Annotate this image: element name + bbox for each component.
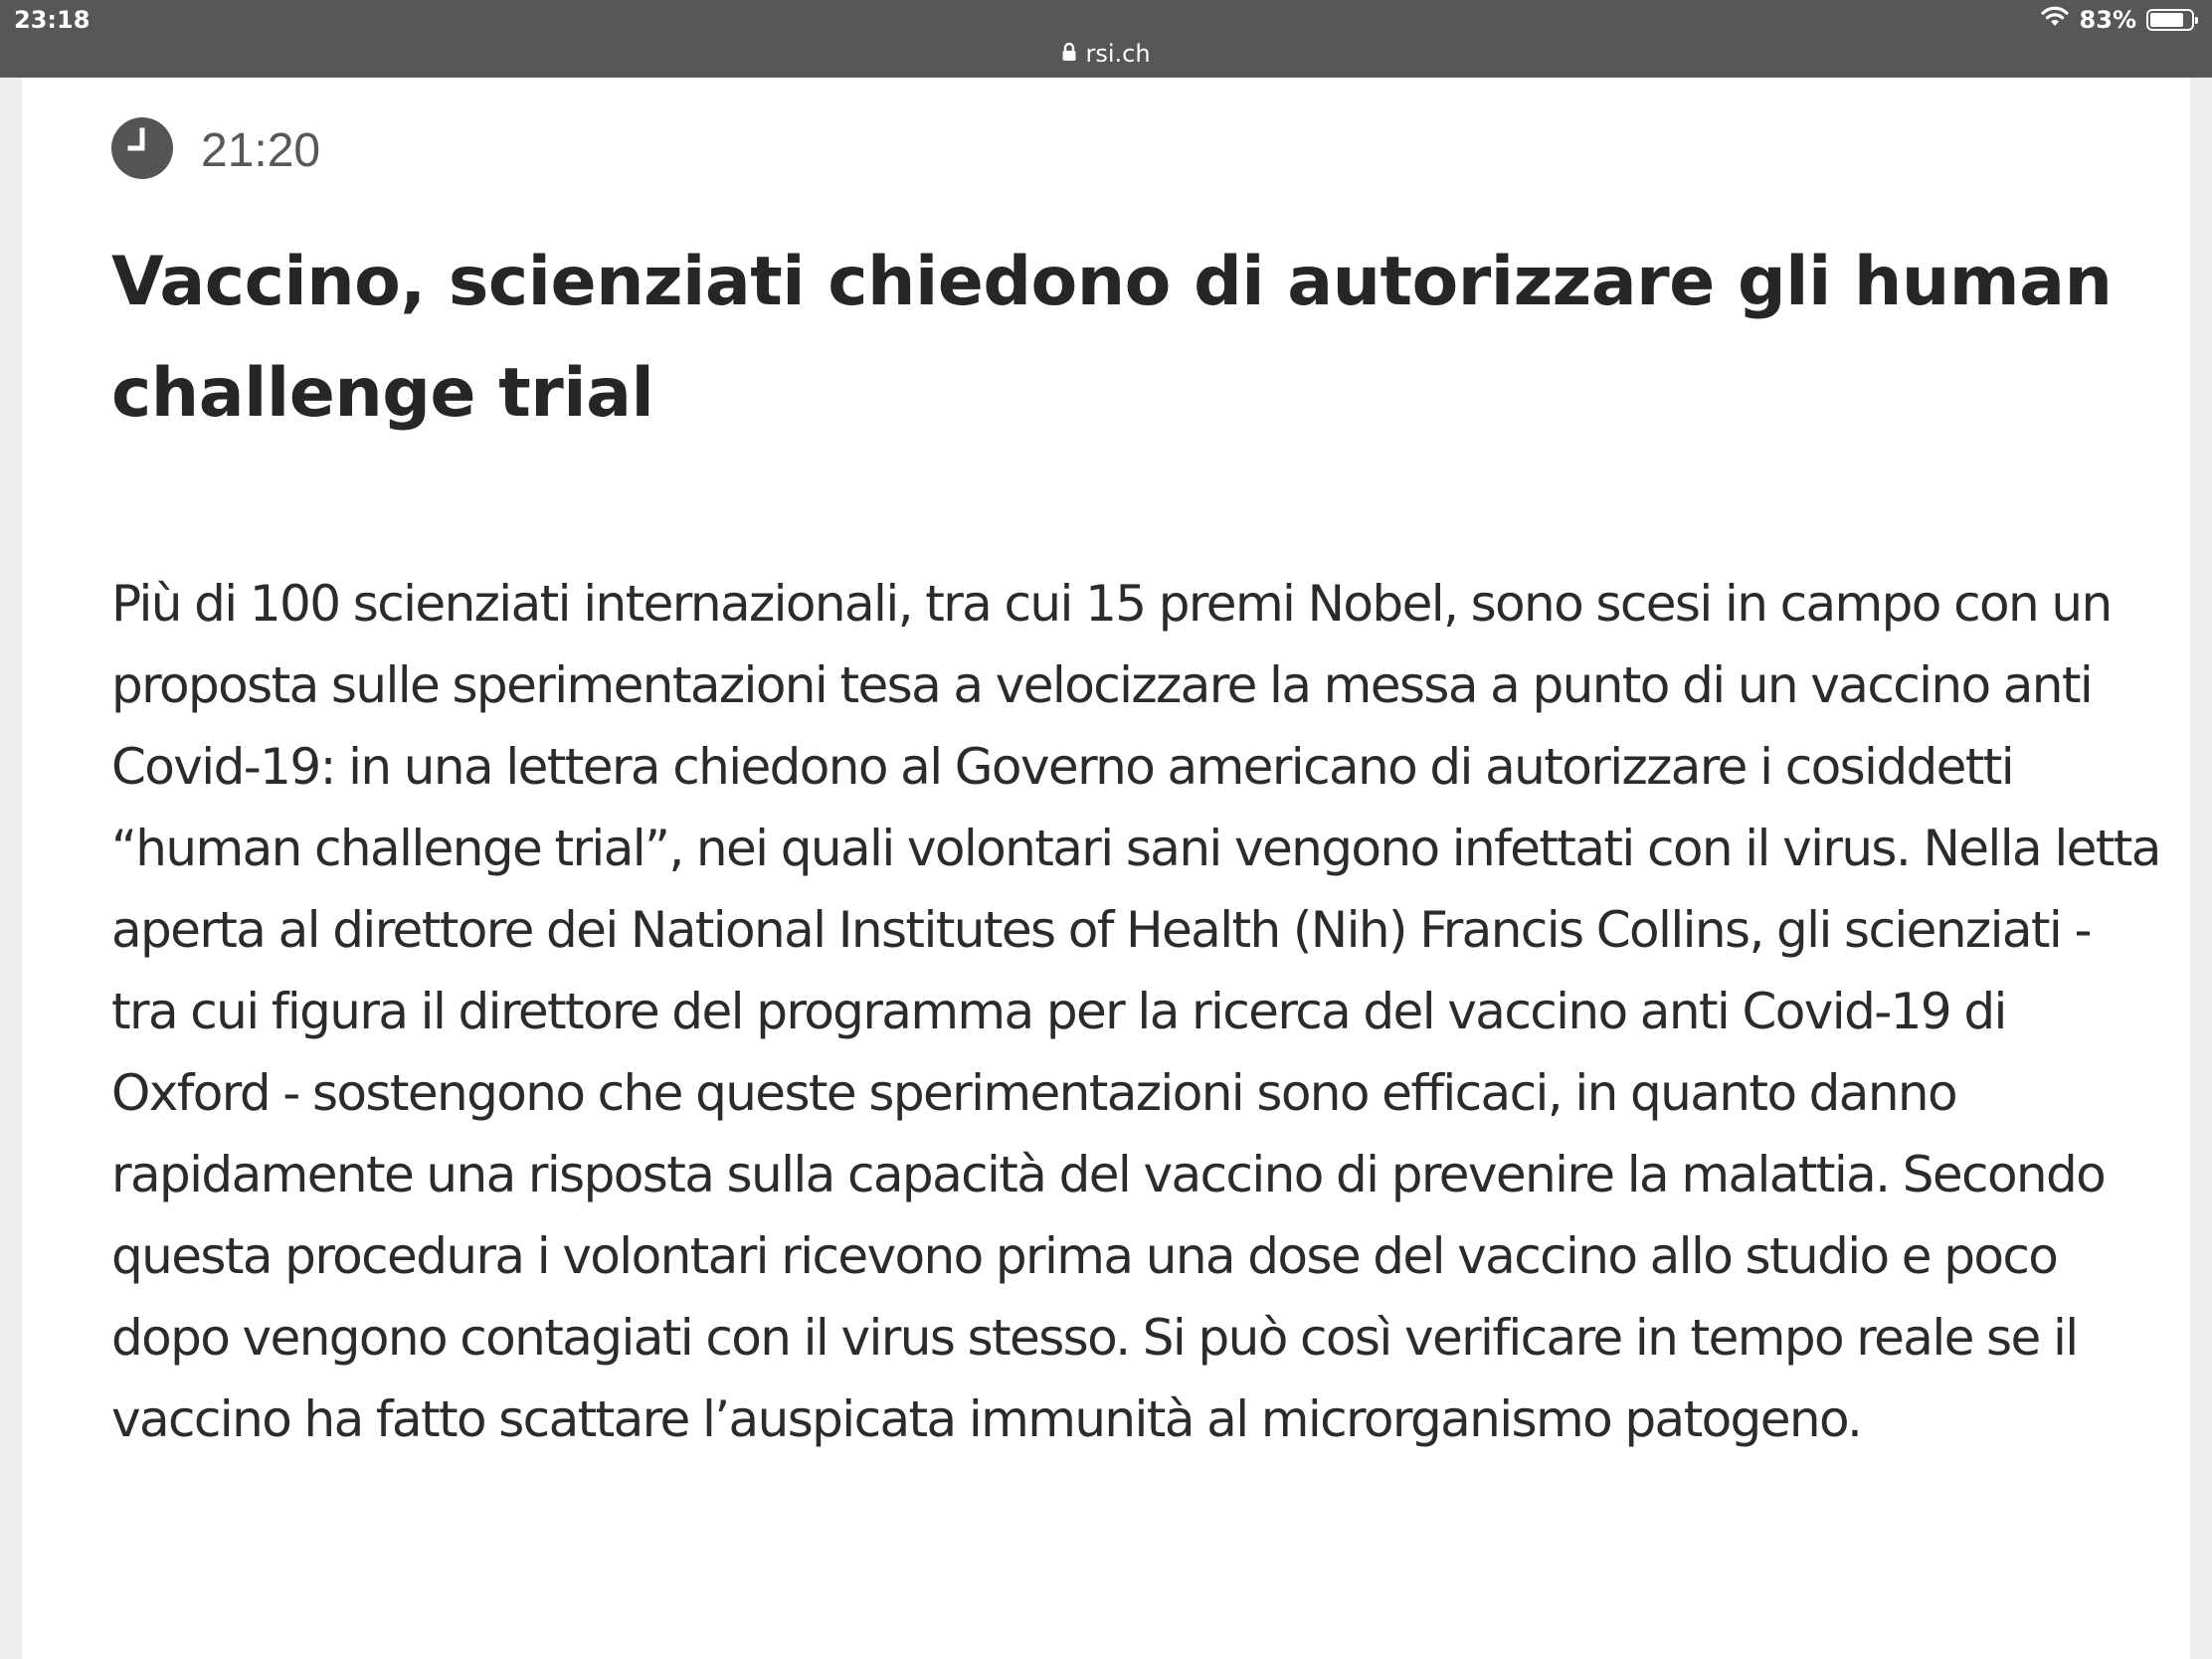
battery-level-fill (2150, 13, 2183, 27)
article-headline: Vaccino, scienziati chiedono di autorizzare gli human challenge trial (111, 243, 2113, 433)
status-time: 23:18 (14, 6, 91, 34)
wifi-icon (2040, 6, 2070, 34)
url-domain[interactable]: rsi.ch (1085, 40, 1151, 68)
status-indicators (2040, 4, 2194, 36)
battery-percentage: 83% (2079, 6, 2136, 34)
article-container (22, 78, 2190, 1659)
lock-icon (1061, 40, 1077, 68)
article-timestamp (111, 117, 320, 183)
clock-icon (111, 117, 173, 183)
article-body: Più di 100 scienziati internazionali, tra cui 15 premi Nobel, sono scesi in campo con un proposta sulle sperimentazioni tesa a velocizzare la messa a punto di un vaccino anti Covid-19: in una lettera chiedono al Governo americano di autorizzare i cosiddetti “human challenge trial”, nei quali volontari sani vengono infettati con il virus. Nella letta aperta al direttore dei National Institutes of Health (Nih) Francis Collins, gli scienziati - tra cui figura il direttore del programma per la ricerca del vaccino anti Covid-19 di Oxford - sostengono che queste sperimentazioni sono efficaci, in quanto danno rapidamente una risposta sulla capacità del vaccino di prevenire la malattia. Secondo questa procedura i volontari ricevono prima una dose del vaccino allo studio e poco dopo vengono contagiati con il virus stesso. Si può così verificare in tempo reale se il vaccino ha fatto scattare l’auspicata immunità al microrganismo patogeno. (111, 575, 2160, 1448)
status-bar (0, 0, 2212, 78)
article-time: 21:20 (201, 123, 321, 177)
address-bar[interactable] (0, 36, 2212, 72)
battery-icon (2146, 9, 2194, 31)
